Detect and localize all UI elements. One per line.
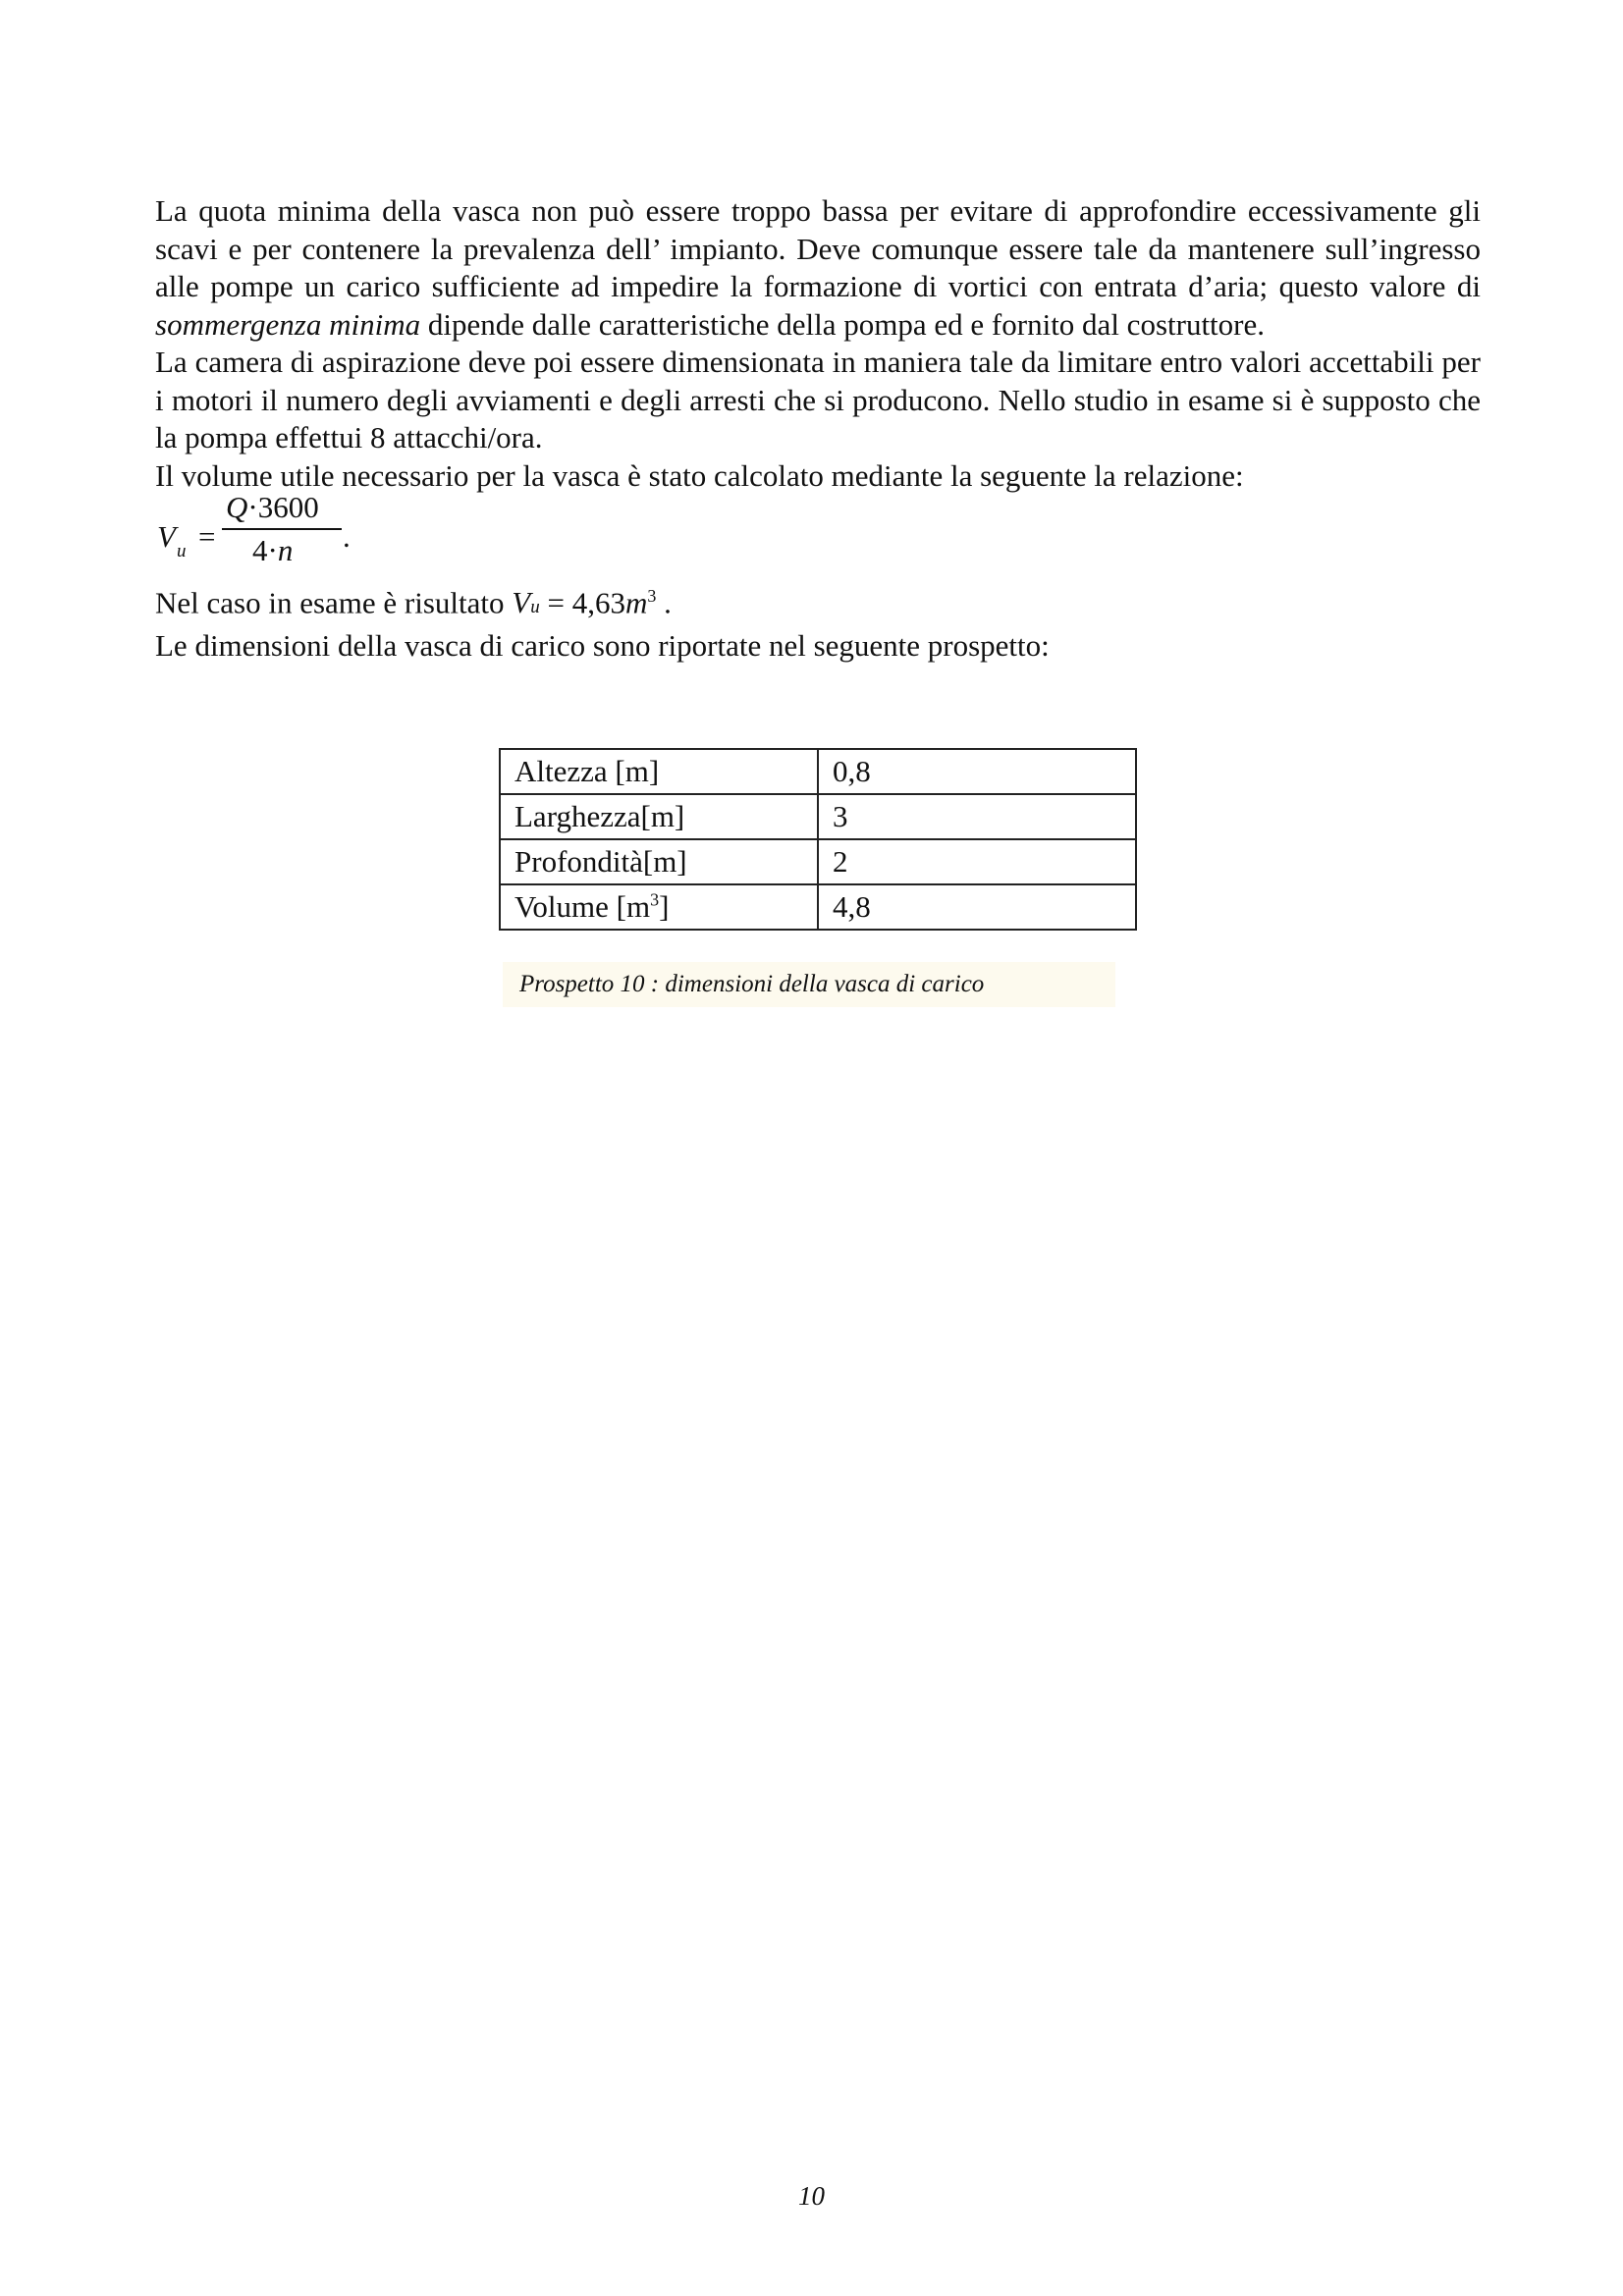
table-cell-value: 2	[818, 839, 1136, 884]
table-cell-value: 3	[818, 794, 1136, 839]
table-cell-label: Larghezza[m]	[500, 794, 818, 839]
paragraph-result: Nel caso in esame è risultato $Vu = 4,63m^3$ .	[155, 585, 672, 620]
page-number: 10	[798, 2181, 825, 2211]
table-cell-value: 0,8	[818, 749, 1136, 794]
body-text	[155, 192, 1481, 665]
formula-block: $V_u$ = Q·3600 4·n .	[155, 499, 1481, 577]
table-cell-value: 4,8	[818, 884, 1136, 930]
formula-numerator: Q·3600	[226, 490, 319, 524]
table-caption: Prospetto 10 : dimensioni della vasca di carico	[503, 962, 1115, 1007]
result-formula: Vu	[512, 585, 540, 620]
table-cell-label: Profondità[m]	[500, 839, 818, 884]
formula-denominator: 4·n	[252, 533, 294, 567]
table-row	[500, 749, 1136, 794]
table-cell-label: Volume $[m^3]$	[500, 884, 818, 930]
paragraph-camera-aspirazione: La camera di aspirazione deve poi essere dimensionata in maniera tale da limitare entro valori accettabili per i motori il numero degli avviamenti e degli arresti che si producono. Nello studio in esame si è supposto che la pompa effettui 8 attacchi/ora.	[155, 345, 1481, 454]
table-cell-label: Altezza [m]	[500, 749, 818, 794]
fraction-bar	[222, 528, 342, 530]
dimensions-table	[499, 748, 1137, 931]
table-row	[500, 839, 1136, 884]
table-row	[500, 884, 1136, 930]
paragraph-sommergenza: La quota minima della vasca non può essere troppo bassa per evitare di approfondire eccessivamente gli scavi e per contenere la prevalenza dell’ impianto. Deve comunque essere tale da mantenere sull’ingresso alle pompe un carico sufficiente ad impedire la formazione di vortici con entrata d’aria; questo valore di sommergenza minima dipende dalle caratteristiche della pompa ed e fornito dal costruttore.	[155, 193, 1481, 342]
italic-term: sommergenza minima	[155, 306, 421, 342]
paragraph-volume-utile: Il volume utile necessario per la vasca è stato calcolato mediante la seguente la relazione:	[155, 457, 1244, 493]
paragraph-prospetto-intro: Le dimensioni della vasca di carico sono riportate nel seguente prospetto:	[155, 627, 1050, 663]
table-row	[500, 794, 1136, 839]
